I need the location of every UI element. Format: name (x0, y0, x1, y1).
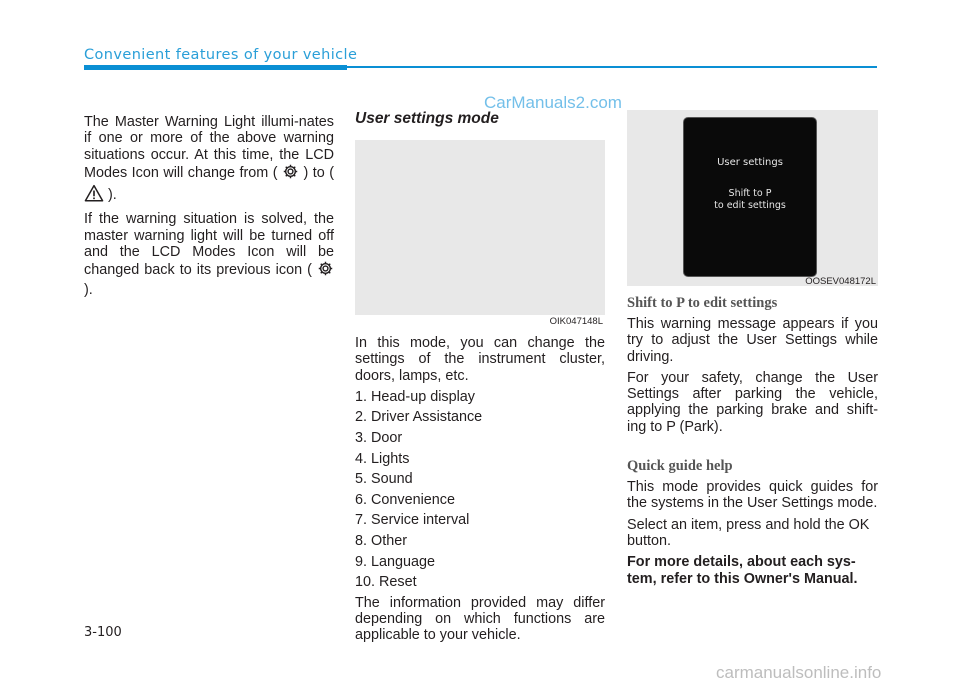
warning-triangle-icon (84, 184, 104, 206)
text-segment: If the warning situation is solved, the master warning light will be turned off and the LCD Modes Icon will be changed back to its previous icon ( (84, 211, 334, 279)
list-item: 5. Sound (355, 471, 413, 488)
bold-paragraph: For more details, about each sys-tem, refer to this Owner's Manual. (627, 554, 858, 587)
image-caption: OIK047148L (549, 316, 603, 327)
section-title: Convenient features of your vehicle (84, 47, 358, 63)
cluster-display-image (627, 110, 878, 286)
screen-message-line: to edit settings (714, 200, 786, 211)
watermark-bottom[interactable]: carmanualsonline.info (716, 663, 882, 682)
paragraph: For your safety, change the User Settings after parking the vehicle, applying the parking brake and shift-ing to P (Park). (627, 369, 878, 435)
watermark-top[interactable]: CarManuals2.com (484, 93, 622, 112)
column-left (84, 114, 334, 303)
cluster-image-placeholder (355, 140, 605, 327)
list-item: 1. Head-up display (355, 388, 475, 405)
column-middle (355, 110, 605, 649)
gear-icon (317, 260, 334, 281)
header-rule-extension (347, 66, 877, 68)
settings-list (355, 389, 605, 591)
text-segment: ). (108, 187, 117, 204)
text-segment: The Master Warning Light illumi-nates if one or more of the above warning situations occur. At this time, the LCD Modes Icon will change from ( (84, 114, 334, 181)
list-item: 4. Lights (355, 450, 410, 467)
gear-icon (282, 163, 299, 184)
paragraph: This warning message appears if you try to adjust the User Settings while driving. (627, 316, 878, 365)
paragraph: This mode provides quick guides for the systems in the User Settings mode. (627, 479, 878, 512)
shift-to-p-heading: Shift to P to edit settings (627, 295, 778, 311)
user-settings-heading: User settings mode (355, 110, 499, 127)
screen-message-line: Shift to P (728, 188, 772, 199)
list-item: 6. Convenience (355, 491, 456, 508)
note-paragraph: The information provided may differ depending on which functions are applicable to your vehicle. (355, 594, 605, 644)
page-number: 3-100 (84, 625, 122, 640)
list-item: 2. Driver Assistance (355, 409, 483, 426)
image-caption: OOSEV048172L (805, 276, 876, 287)
list-item: 7. Service interval (355, 512, 470, 529)
text-segment: ) to ( (303, 164, 335, 181)
cluster-screen (684, 118, 816, 276)
intro-paragraph: In this mode, you can change the settings of the instrument cluster, doors, lamps, etc. (355, 335, 605, 384)
screen-title: User settings (717, 157, 783, 168)
column-right (627, 110, 878, 592)
paragraph-master-warning (84, 114, 334, 206)
header-rule (84, 65, 347, 70)
list-item: 9. Language (355, 553, 436, 570)
text-segment: ). (84, 281, 93, 298)
list-item: 8. Other (355, 533, 407, 550)
quick-guide-heading: Quick guide help (627, 458, 733, 475)
paragraph-warning-solved (84, 211, 334, 297)
screen-message (684, 188, 816, 212)
list-item: 10. Reset (355, 574, 417, 591)
list-item: 3. Door (355, 430, 403, 447)
paragraph: Select an item, press and hold the OK button. (627, 516, 870, 549)
